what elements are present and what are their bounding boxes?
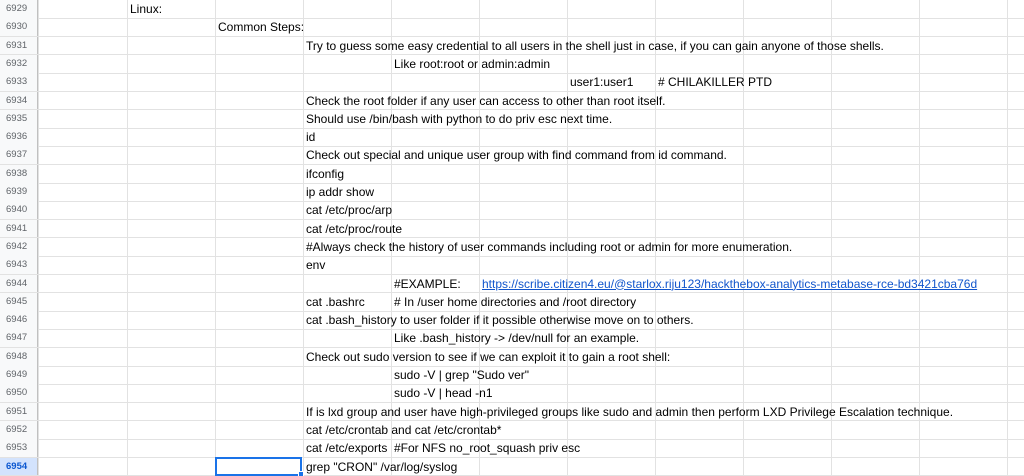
table-row: [0, 439, 1024, 457]
table-row: [0, 256, 1024, 274]
table-row: [0, 183, 1024, 201]
table-row: [0, 275, 1024, 293]
table-row: [0, 311, 1024, 329]
table-row: [0, 128, 1024, 146]
cell-text[interactable]: env: [306, 258, 326, 273]
cell-text[interactable]: #For NFS no_root_squash priv esc: [394, 441, 581, 456]
cell-text[interactable]: sudo -V | head -n1: [394, 386, 493, 401]
table-row: [0, 220, 1024, 238]
row-number-header[interactable]: 6950: [0, 384, 38, 402]
table-row: [0, 458, 1024, 476]
row-number-header[interactable]: 6949: [0, 366, 38, 384]
row-number-header[interactable]: 6932: [0, 55, 38, 73]
active-cell-selection[interactable]: [215, 457, 302, 476]
table-row: [0, 92, 1024, 110]
row-number-header[interactable]: 6941: [0, 220, 38, 238]
cell-text[interactable]: # In /user home directories and /root directory: [394, 294, 637, 309]
row-number-header[interactable]: 6937: [0, 146, 38, 164]
table-row: [0, 238, 1024, 256]
row-number-header[interactable]: 6934: [0, 92, 38, 110]
cell-text[interactable]: Try to guess some easy credential to all users in the shell just in case, if you can gain anyone of those shells.: [306, 38, 884, 53]
table-row: [0, 146, 1024, 164]
cell-text[interactable]: Like root:root or admin:admin: [394, 56, 551, 71]
table-row: [0, 18, 1024, 36]
table-row: [0, 403, 1024, 421]
row-number-header[interactable]: 6940: [0, 201, 38, 219]
cell-text[interactable]: ip addr show: [306, 185, 375, 199]
row-number-header[interactable]: 6952: [0, 421, 38, 439]
fill-handle[interactable]: [298, 471, 304, 476]
cell-text[interactable]: Like .bash_history -> /dev/null for an example.: [394, 331, 640, 346]
cell-text[interactable]: #EXAMPLE:: [394, 276, 461, 291]
cell-text[interactable]: grep "CRON" /var/log/syslog: [306, 459, 458, 474]
cell-text[interactable]: If is lxd group and user have high-privileged groups like sudo and admin then perform LXD Privilege Escalation technique.: [306, 404, 954, 419]
row-number-header[interactable]: 6936: [0, 128, 38, 146]
table-row: [0, 384, 1024, 402]
row-number-header[interactable]: 6945: [0, 293, 38, 311]
cell-text[interactable]: sudo -V | grep "Sudo ver": [394, 368, 530, 382]
row-number-header[interactable]: 6954: [0, 458, 38, 476]
table-row: [0, 110, 1024, 128]
cell-text[interactable]: cat /etc/proc/arp: [306, 203, 393, 218]
cell-text[interactable]: Linux:: [130, 2, 163, 16]
row-number-header[interactable]: 6947: [0, 329, 38, 347]
row-number-header[interactable]: 6942: [0, 238, 38, 256]
cell-text[interactable]: #Always check the history of user commands including root or admin for more enumeration.: [306, 239, 793, 254]
row-number-header[interactable]: 6938: [0, 165, 38, 183]
cell-text[interactable]: cat /etc/exports: [306, 441, 388, 456]
row-number-header[interactable]: 6948: [0, 348, 38, 366]
table-row: [0, 165, 1024, 183]
table-row: [0, 73, 1024, 91]
table-row: [0, 201, 1024, 219]
cell-text[interactable]: Check out special and unique user group with find command from id command.: [306, 148, 727, 163]
row-number-header[interactable]: 6933: [0, 73, 38, 91]
row-number-header[interactable]: 6930: [0, 18, 38, 36]
cell-text[interactable]: # CHILAKILLER PTD: [658, 75, 773, 90]
table-row: [0, 55, 1024, 73]
cell-text[interactable]: cat /etc/proc/route: [306, 221, 403, 236]
cell-link[interactable]: https://scribe.citizen4.eu/@starlox.riju123/hackthebox-analytics-metabase-rce-bd3421cba76d: [482, 276, 978, 291]
row-number-header[interactable]: 6946: [0, 311, 38, 329]
cell-text[interactable]: cat /etc/crontab and cat /etc/crontab*: [306, 422, 502, 437]
cell-text[interactable]: Common Steps:: [218, 20, 305, 35]
table-row: [0, 348, 1024, 366]
table-row: [0, 293, 1024, 311]
row-number-header[interactable]: 6931: [0, 37, 38, 55]
cell-text[interactable]: ifconfig: [306, 166, 345, 181]
row-number-header[interactable]: 6951: [0, 403, 38, 421]
row-number-header[interactable]: 6939: [0, 183, 38, 201]
row-number-header[interactable]: 6944: [0, 275, 38, 293]
row-number-header[interactable]: 6935: [0, 110, 38, 128]
table-row: [0, 37, 1024, 55]
row-number-header[interactable]: 6943: [0, 256, 38, 274]
cell-text[interactable]: Should use /bin/bash with python to do priv esc next time.: [306, 111, 613, 126]
cell-text[interactable]: cat .bashrc: [306, 294, 365, 309]
row-number-header[interactable]: 6929: [0, 0, 38, 18]
table-row: [0, 421, 1024, 439]
cell-text[interactable]: Check out sudo version to see if we can exploit it to gain a root shell:: [306, 349, 671, 364]
table-row: [0, 329, 1024, 347]
table-row: [0, 366, 1024, 384]
table-row: [0, 0, 1024, 18]
cell-text[interactable]: user1:user1: [570, 75, 634, 90]
cell-text[interactable]: Check the root folder if any user can access to other than root itself.: [306, 93, 666, 108]
cell-text[interactable]: id: [306, 130, 316, 145]
cell-text[interactable]: cat .bash_history to user folder if it possible otherwise move on to others.: [306, 313, 694, 328]
row-number-header[interactable]: 6953: [0, 439, 38, 457]
